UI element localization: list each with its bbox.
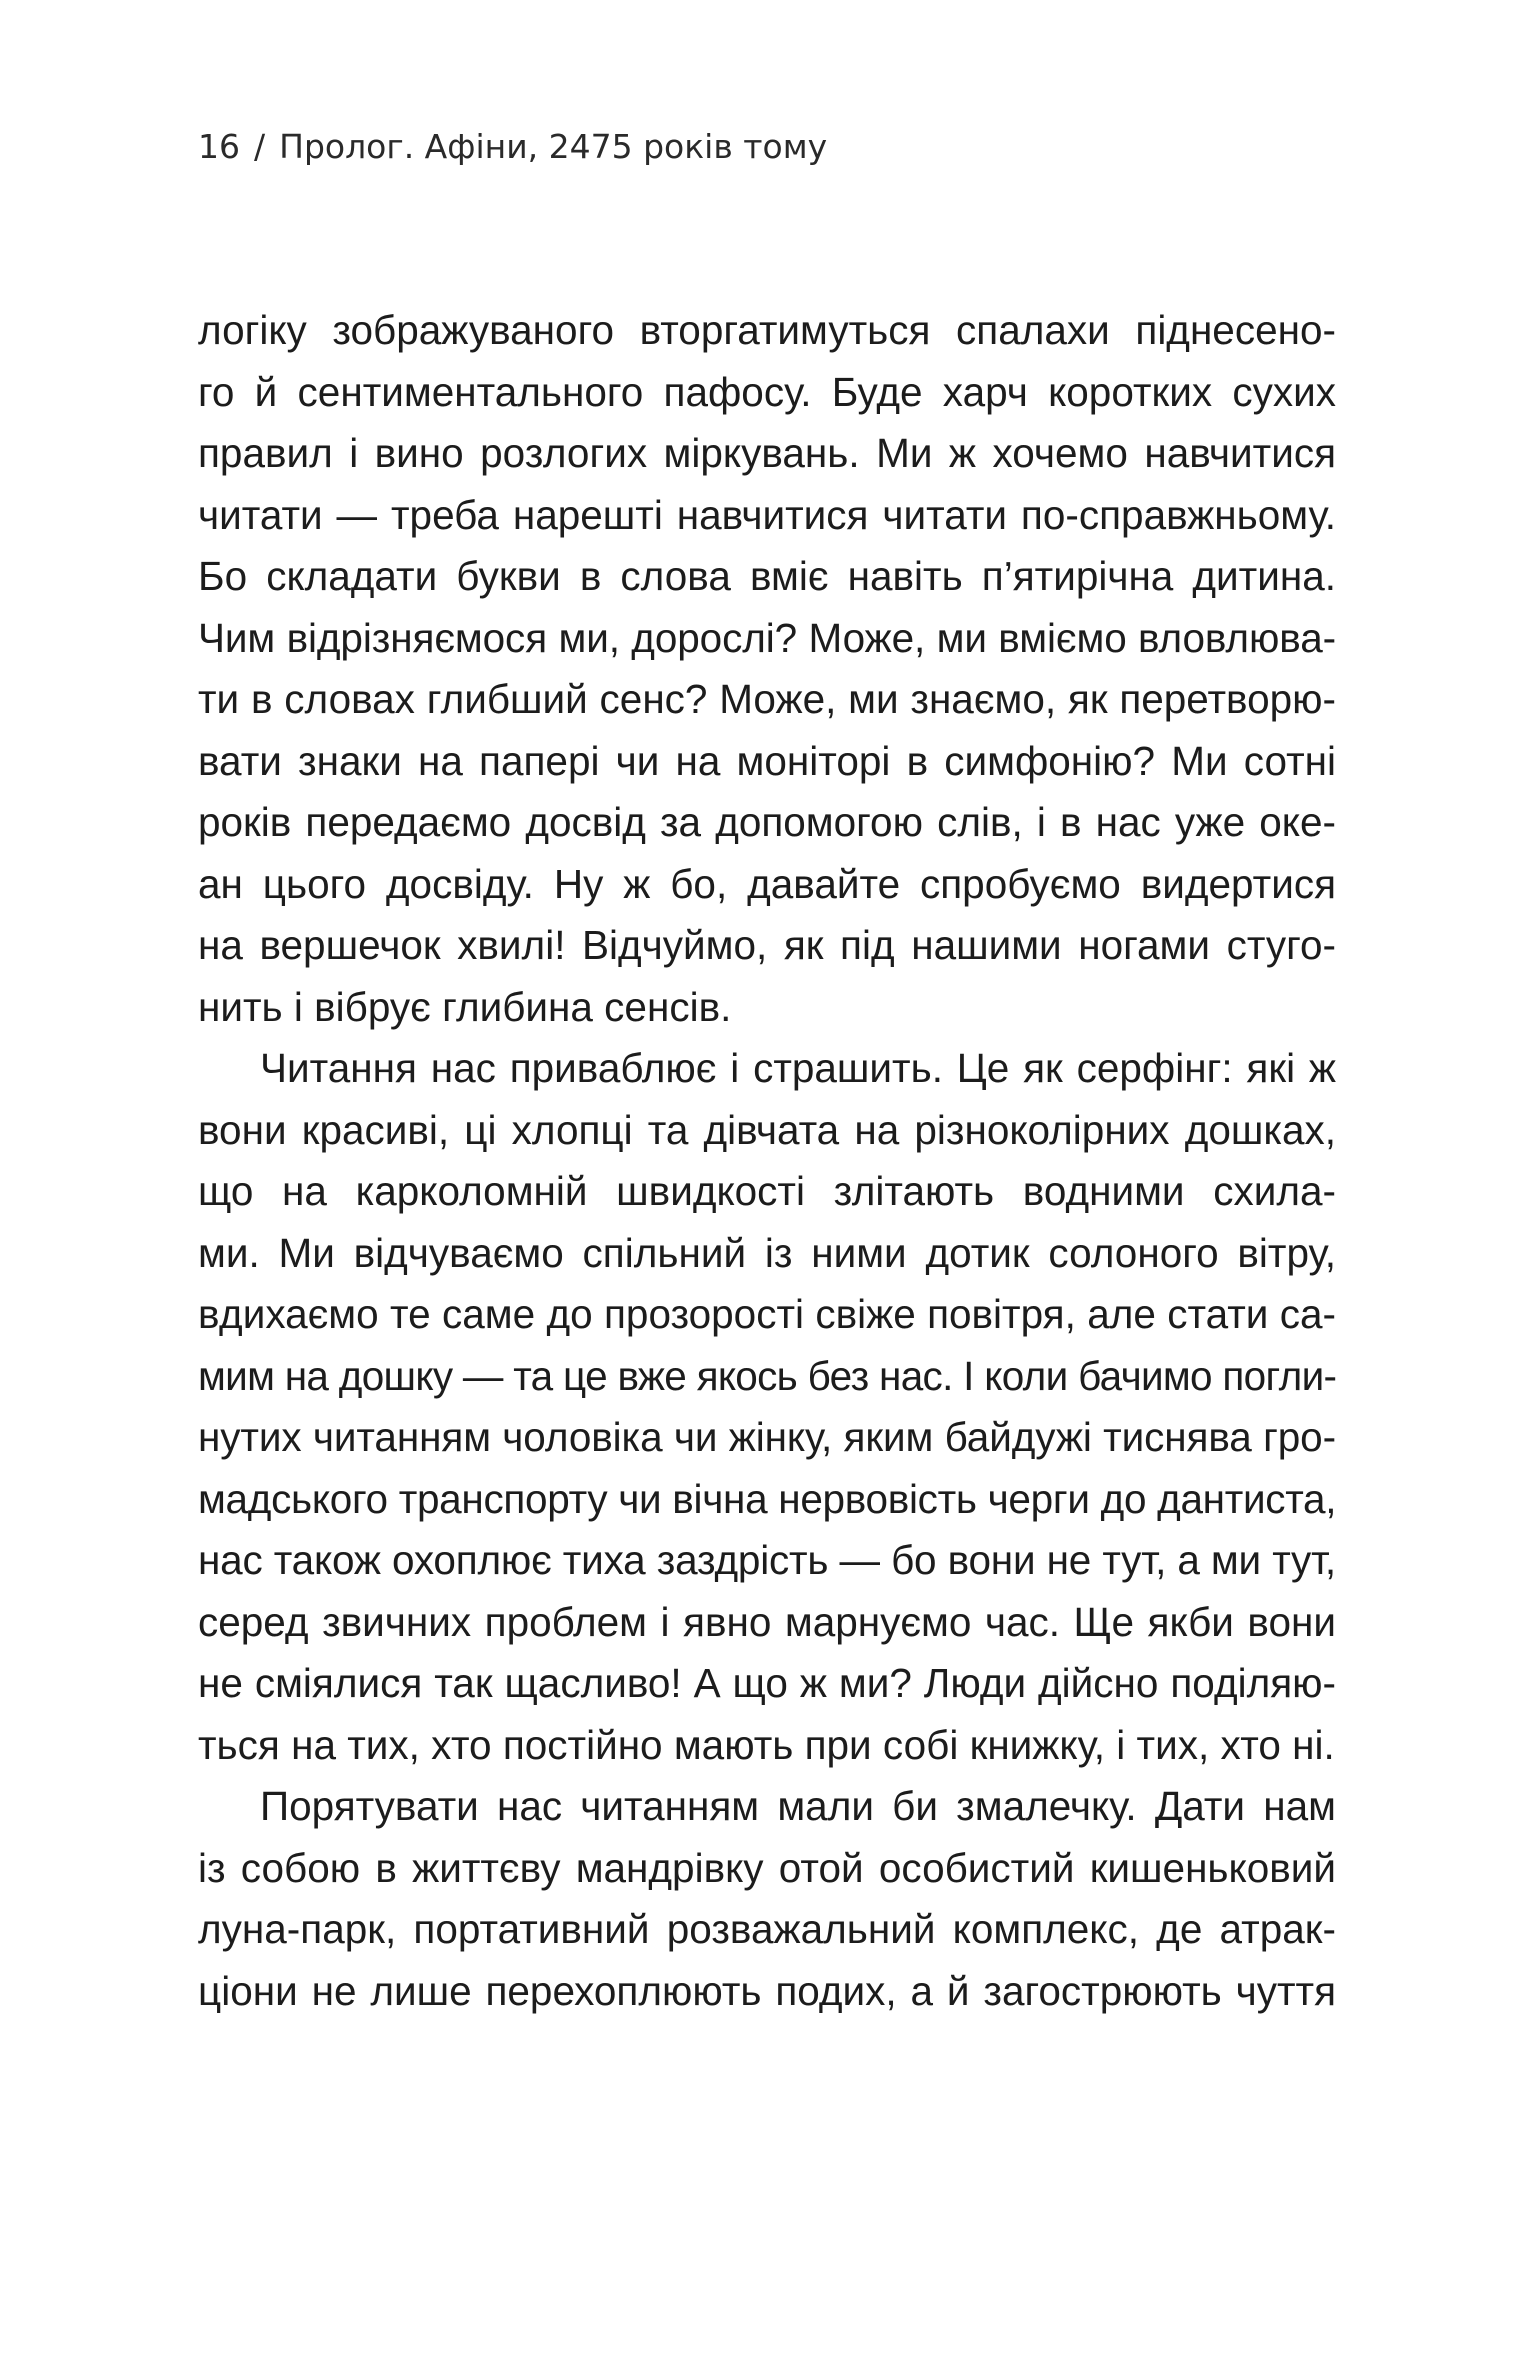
text-line: Порятувати нас читанням мали би змалечку. Дати нам	[260, 1783, 1336, 1829]
text-line: років передаємо досвід за допомогою слів, і в нас уже оке-	[198, 799, 1336, 845]
text-line: нас також охоплює тиха заздрість — бо вони не тут, а ми тут,	[198, 1537, 1336, 1583]
text-line: нить і вібрує глибина сенсів.	[198, 983, 732, 1030]
text-line: вати знаки на папері чи на моніторі в симфонію? Ми сотні	[198, 737, 1336, 784]
text-line: не сміялися так щасливо! А що ж ми? Люди дійсно поділяю-	[198, 1660, 1336, 1706]
text-line: Чим відрізняємося ми, дорослі? Може, ми вміємо вловлюва-	[198, 614, 1336, 661]
text-line: мим на дошку — та це вже якось без нас. І коли бачимо погли-	[198, 1352, 1337, 1399]
text-line: вони красиві, ці хлопці та дівчата на різноколірних дошках,	[198, 1106, 1336, 1153]
text-line: із собою в життєву мандрівку отой особистий кишеньковий	[198, 1844, 1336, 1891]
text-line: правил і вино розлогих міркувань. Ми ж хочемо навчитися	[198, 430, 1336, 476]
text-line: ми. Ми відчуваємо спільний із ними дотик солоного вітру,	[198, 1229, 1336, 1276]
text-line: ти в словах глибший сенс? Може, ми знаємо, як перетворю-	[198, 676, 1336, 722]
text-line: ан цього досвіду. Ну ж бо, давайте спробуємо видертися	[198, 860, 1336, 907]
text-line: на вершечок хвилі! Відчуймо, як під нашими ногами стуго-	[198, 922, 1336, 968]
text-line: Бо складати букви в слова вміє навіть п’ятирічна дитина.	[198, 553, 1336, 599]
text-line: що на карколомній швидкості злітають водними схила-	[198, 1168, 1336, 1214]
paragraph-1	[198, 300, 1336, 1038]
chapter-title: Пролог. Афіни, 2475 років тому	[279, 127, 828, 166]
text-line: вдихаємо те саме до прозорості свіже повітря, але стати са-	[198, 1291, 1336, 1337]
running-head	[198, 124, 827, 170]
text-line: серед звичних проблем і явно марнуємо час. Ще якби вони	[198, 1598, 1336, 1645]
paragraph-2	[198, 1038, 1336, 1776]
text-line: ціони не лише перехоплюють подих, а й загострюють чуття	[198, 1967, 1336, 2014]
text-line: Читання нас приваблює і страшить. Це як серфінг: які ж	[260, 1045, 1336, 1091]
header-separator: /	[254, 127, 266, 166]
page-number: 16	[198, 127, 240, 166]
text-line: читати — треба нарешті навчитися читати по-справжньому.	[198, 491, 1336, 538]
paragraph-3	[198, 1776, 1336, 2022]
text-line: мадського транспорту чи вічна нервовість черги до дантиста,	[198, 1475, 1337, 1522]
text-line: логіку зображуваного вторгатимуться спалахи піднесено-	[198, 307, 1336, 353]
text-line: нутих читанням чоловіка чи жінку, яким байдужі тиснява гро-	[198, 1414, 1336, 1460]
text-line: ться на тих, хто постійно мають при собі книжку, і тих, хто ні.	[198, 1721, 1335, 1768]
text-line: луна-парк, портативний розважальний комплекс, де атрак-	[198, 1906, 1336, 1952]
text-line: го й сентиментального пафосу. Буде харч коротких сухих	[198, 368, 1336, 415]
body-text	[198, 300, 1336, 2022]
